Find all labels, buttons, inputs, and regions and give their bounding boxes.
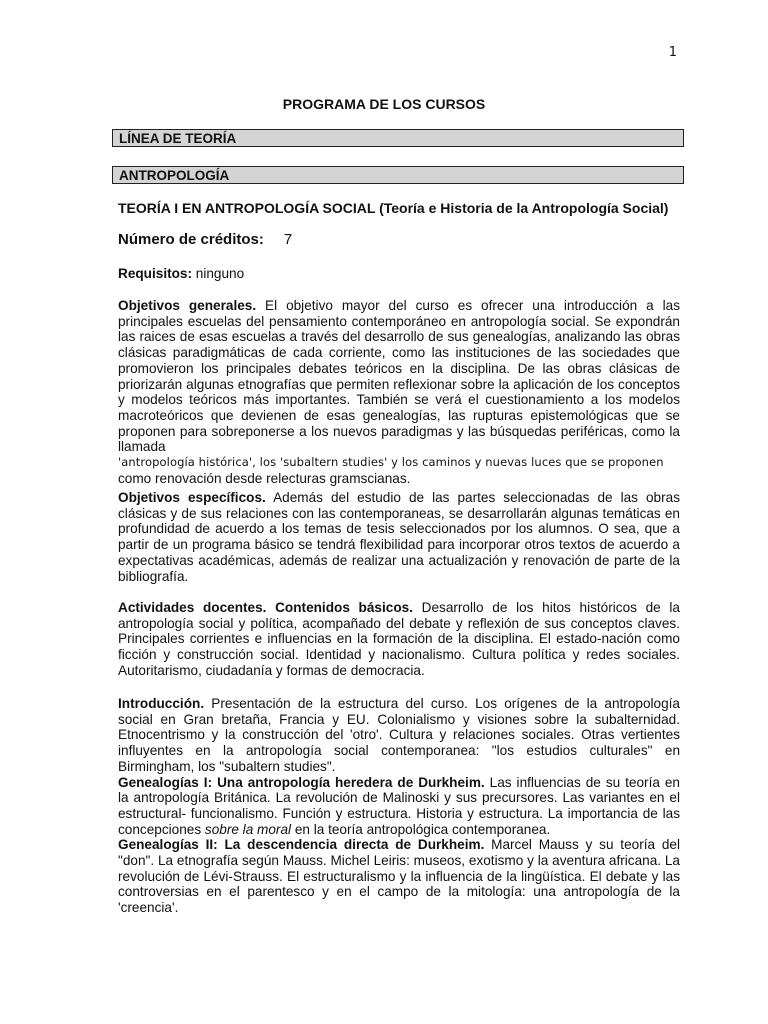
page-title: PROGRAMA DE LOS CURSOS: [282, 96, 486, 112]
specific-objectives-text: Además del estudio de las partes seleccionadas de las obras clásicas y de sus relaciones con las contemporaneas, se desarrollarán algunas temáticas en profundidad de acuerdo a los temas de tesis seleccionados por los alumnos. O sea, que a partir de un programa básico se tendrá flexibilidad para incorporar otros textos de acuerdo a expectativas académicas, además de realizar una actualización y renovación de parte de la bibliografía.: [118, 490, 681, 584]
activities-label: Actividades docentes. Contenidos básicos.: [118, 600, 413, 615]
section-box-area: ANTROPOLOGÍA: [112, 166, 684, 184]
intro-paragraph: [118, 696, 680, 916]
specific-objectives-paragraph: [118, 490, 680, 584]
genealogy-1-paragraph: [118, 775, 680, 838]
general-objectives-label: Objetivos generales.: [118, 298, 257, 313]
general-objectives-text: El objetivo mayor del curso es ofrecer una introducción a las principales escuelas del pensamiento contemporáneo en antropología social. Se expondrán las raices de esas escuelas a través del desarrollo de sus genealogías, analizando las obras clásicas paradigmáticas de cada corriente, como las instituciones de las sociedades que promovieron los principales debates teóricos en la disciplina. De las obras clásicas de priorizarán algunas etnografías que permiten reflexionar sobre la aplicación de los conceptos y modelos teóricos más importantes. También se verá el cuestionamiento a los modelos macroteóricos que devienen de esas genealogías, las rupturas epistemológicas que se proponen para sobreponerse a los nuevos paradigmas y las búsquedas periféricas, como la llamada: [118, 298, 680, 455]
genealogy-1-text-end: en la teoría antropológica contemporanea.: [291, 821, 551, 837]
genealogy-1-text: Las influencias de su teoría en la antropología Británica. La revolución de Malinoski y sus precursores. Las variantes en el estructural- funcionalismo. Función y estructura. Historia y estructura. La importancia de las concepciones: [118, 774, 680, 837]
page-number: 1: [668, 45, 677, 60]
general-objectives-paragraph: [118, 298, 680, 486]
intro-label: Introducción.: [118, 696, 205, 711]
requirements-line: [118, 266, 680, 282]
section-box-line: LÍNEA DE TEORÍA: [112, 129, 684, 147]
general-objectives-end: como renovación desde relecturas gramscianas.: [118, 470, 411, 486]
course-title: TEORÍA I EN ANTROPOLOGÍA SOCIAL (Teoría e Historia de la Antropología Social): [118, 200, 669, 216]
activities-text: Desarrollo de los hitos históricos de la antropología social y política, acompañado del debate y reflexión de sus conceptos claves. Principales corrientes e influencias en la formación de la disciplina. El estado-nación como ficción y construcción social. Identidad y nacionalismo. Cultura política y redes sociales. Autoritarismo, ciudadanía y formas de democracia.: [118, 600, 680, 678]
requirements-label: Requisitos:: [118, 266, 193, 281]
general-objectives-small-line: 'antropología histórica', los 'subaltern studies' y los caminos y nuevas luces que se proponen: [118, 455, 664, 470]
credits-value: 7: [283, 231, 293, 248]
genealogy-2-label: Genealogías II: La descendencia directa de Durkheim.: [118, 837, 485, 853]
credits-label: Número de créditos:: [118, 231, 264, 248]
credits-line: [118, 232, 680, 248]
requirements-value: ninguno: [192, 266, 245, 281]
specific-objectives-label: Objetivos específicos.: [118, 490, 266, 505]
genealogy-1-label: Genealogías I: Una antropología heredera de Durkheim.: [118, 774, 485, 790]
activities-paragraph: [118, 600, 680, 679]
genealogy-2-text: Marcel Mauss y su teoría del "don". La etnografía según Mauss. Michel Leiris: museos, exotismo y la aventura africana. La revolución de Lévi-Strauss. El estructuralismo y la influencia de la lingüística. El debate y las controversias en el parentesco y en el campo de la mitología: una antropología de la 'creencia'.: [118, 837, 680, 916]
intro-text: Presentación de la estructura del curso. Los orígenes de la antropología social en Gran bretaña, Francia y EU. Colonialismo y visiones sobre la subalternidad. Etnocentrismo y la construcción del 'otro'. Cultura y relaciones sociales. Otras vertientes influyentes en la antropología social contemporanea: "los estudios culturales" en Birmingham, los "subaltern studies".: [118, 696, 680, 774]
genealogy-1-italic: sobre la moral: [204, 821, 292, 837]
genealogy-2-paragraph: [118, 837, 680, 916]
